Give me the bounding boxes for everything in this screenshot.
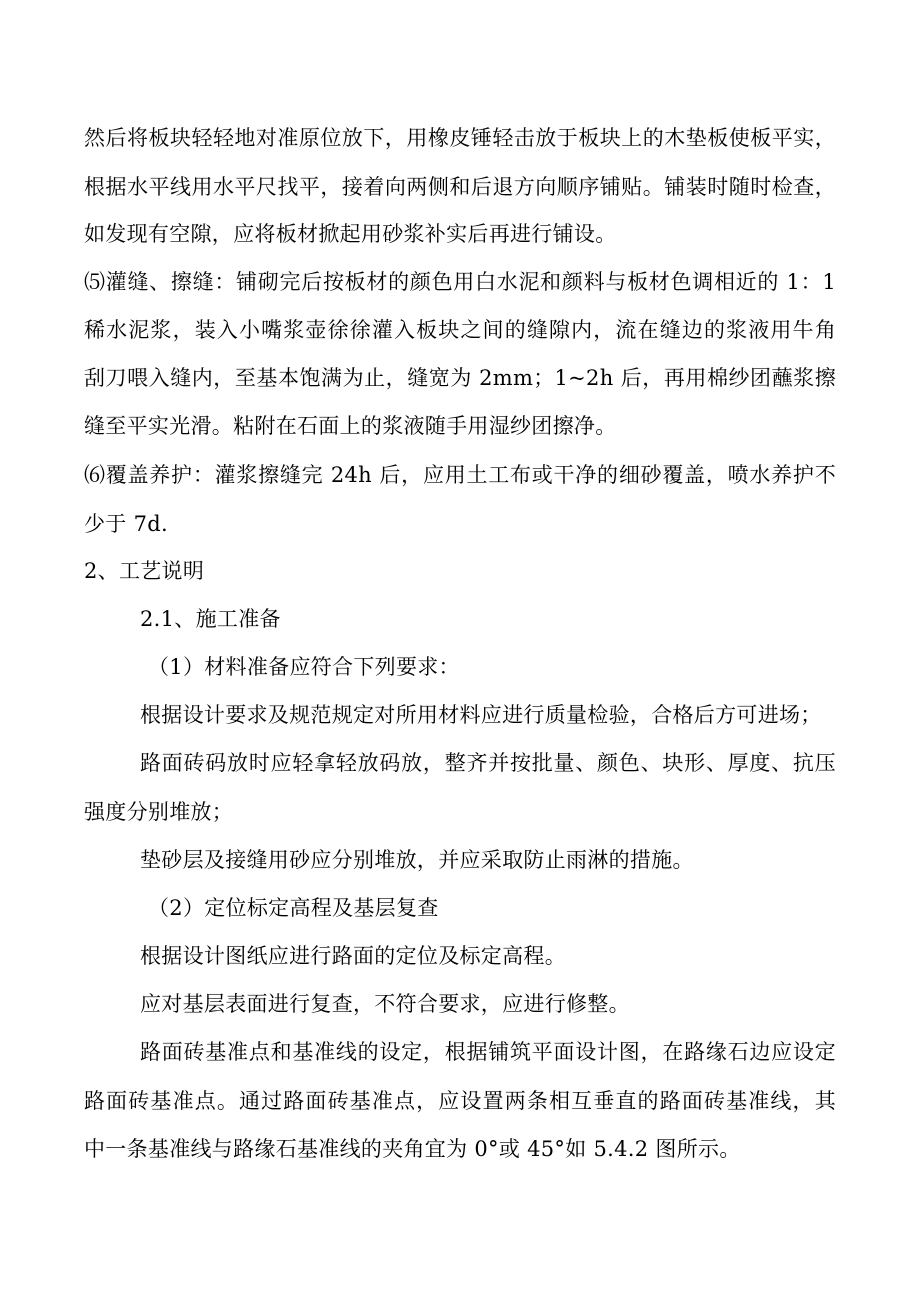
text-line: 路面砖基准点。通过路面砖基准点，应设置两条相互垂直的路面砖基准线，其 xyxy=(84,1089,836,1113)
text-line: 强度分别堆放； xyxy=(84,800,234,824)
text-line: 应对基层表面进行复查，不符合要求，应进行修整。 xyxy=(140,992,630,1016)
text-line: ⑹覆盖养护：灌浆擦缝完 24h 后，应用土工布或干净的细砂覆盖，喷水养护不 xyxy=(84,463,836,487)
text-line: 稀水泥浆，装入小嘴浆壶徐徐灌入板块之间的缝隙内，流在缝边的浆液用牛角 xyxy=(84,318,836,342)
text-line: ⑸灌缝、擦缝：铺砌完后按板材的颜色用白水泥和颜料与板材色调相近的 1：1 xyxy=(84,270,836,294)
text-line: 中一条基准线与路缘石基准线的夹角宜为 0°或 45°如 5.4.2 图所示。 xyxy=(84,1137,741,1161)
text-line: 根据设计要求及规范规定对所用材料应进行质量检验，合格后方可进场； xyxy=(140,703,822,727)
text-line: 如发现有空隙，应将板材掀起用砂浆补实后再进行铺设。 xyxy=(84,222,617,246)
text-line: 然后将板块轻轻地对准原位放下，用橡皮锤轻击放于板块上的木垫板使板平实， xyxy=(84,126,836,150)
text-line: 刮刀喂入缝内，至基本饱满为止，缝宽为 2mm；1~2h 后，再用棉纱团蘸浆擦 xyxy=(84,366,836,390)
subsection-heading: 2.1、施工准备 xyxy=(140,607,281,631)
item-heading: （2）定位标定高程及基层复查 xyxy=(148,896,439,920)
text-line: 缝至平实光滑。粘附在石面上的浆液随手用湿纱团擦净。 xyxy=(84,414,617,438)
text-line: 根据设计图纸应进行路面的定位及标定高程。 xyxy=(140,944,566,968)
text-line: 路面砖码放时应轻拿轻放码放，整齐并按批量、颜色、块形、厚度、抗压 xyxy=(140,751,836,775)
text-line: 少于 7d. xyxy=(84,512,168,536)
text-line: 路面砖基准点和基准线的设定，根据铺筑平面设计图，在路缘石边应设定 xyxy=(140,1040,836,1064)
text-line: 垫砂层及接缝用砂应分别堆放，并应采取防止雨淋的措施。 xyxy=(140,848,694,872)
section-heading: 2、工艺说明 xyxy=(84,559,205,583)
text-line: 根据水平线用水平尺找平，接着向两侧和后退方向顺序铺贴。铺装时随时检查， xyxy=(84,175,836,199)
item-heading: （1）材料准备应符合下列要求： xyxy=(148,655,460,679)
